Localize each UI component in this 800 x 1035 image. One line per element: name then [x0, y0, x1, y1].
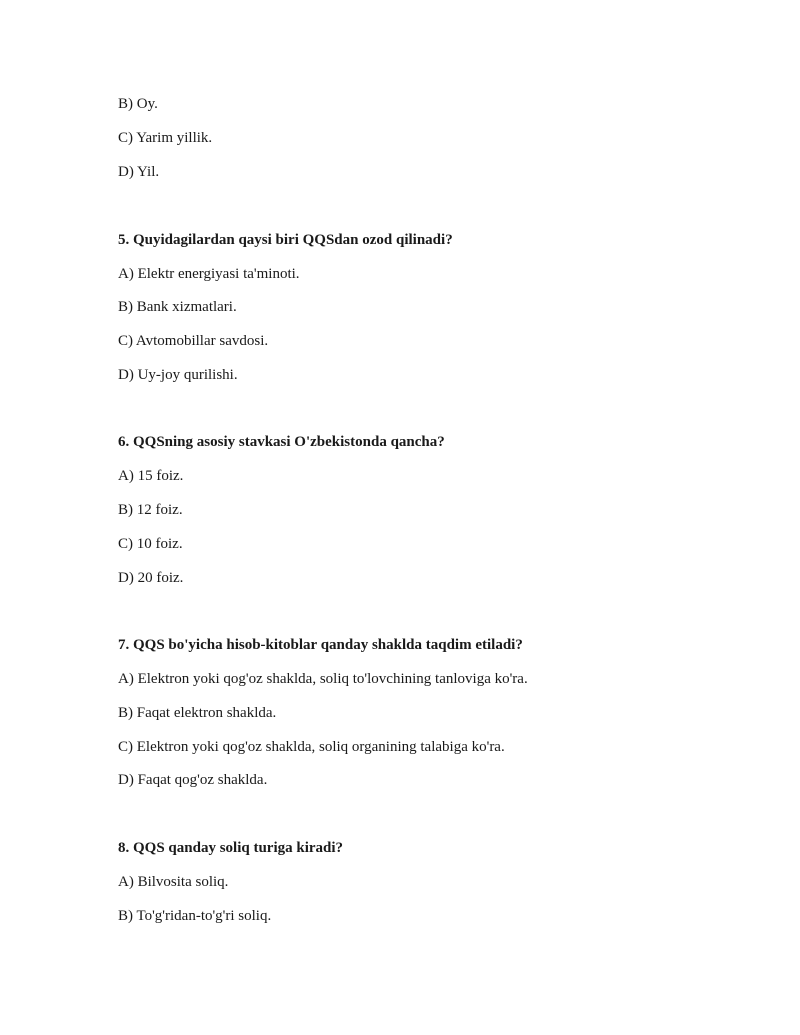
option-5a: A) Elektr energiyasi ta'minoti. — [118, 266, 300, 282]
question-8-text: 8. QQS qanday soliq turiga kiradi? — [118, 840, 344, 856]
option-6b: B) 12 foiz. — [118, 502, 183, 518]
option-6c: C) 10 foiz. — [118, 536, 183, 552]
option-5c: C) Avtomobillar savdosi. — [118, 333, 269, 349]
option-4b: B) Oy. — [118, 96, 158, 112]
question-5-text: 5. Quyidagilardan qaysi biri QQSdan ozod qilinadi? — [118, 232, 453, 248]
option-7d: D) Faqat qog'oz shaklda. — [118, 772, 268, 788]
question-6-text: 6. QQSning asosiy stavkasi O'zbekistonda qancha? — [118, 434, 445, 450]
option-7c: C) Elektron yoki qog'oz shaklda, soliq organining talabiga ko'ra. — [118, 739, 505, 755]
option-5d: D) Uy-joy qurilishi. — [118, 367, 238, 383]
option-6a: A) 15 foiz. — [118, 468, 184, 484]
option-4d: D) Yil. — [118, 164, 160, 180]
option-7a: A) Elektron yoki qog'oz shaklda, soliq to'lovchining tanloviga ko'ra. — [118, 671, 528, 687]
question-7-text: 7. QQS bo'yicha hisob-kitoblar qanday shaklda taqdim etiladi? — [118, 637, 523, 653]
option-7b: B) Faqat elektron shaklda. — [118, 705, 277, 721]
option-6d: D) 20 foiz. — [118, 570, 184, 586]
option-4c: C) Yarim yillik. — [118, 130, 213, 146]
option-5b: B) Bank xizmatlari. — [118, 299, 237, 315]
option-8a: A) Bilvosita soliq. — [118, 874, 229, 890]
option-8b: B) To'g'ridan-to'g'ri soliq. — [118, 908, 272, 924]
